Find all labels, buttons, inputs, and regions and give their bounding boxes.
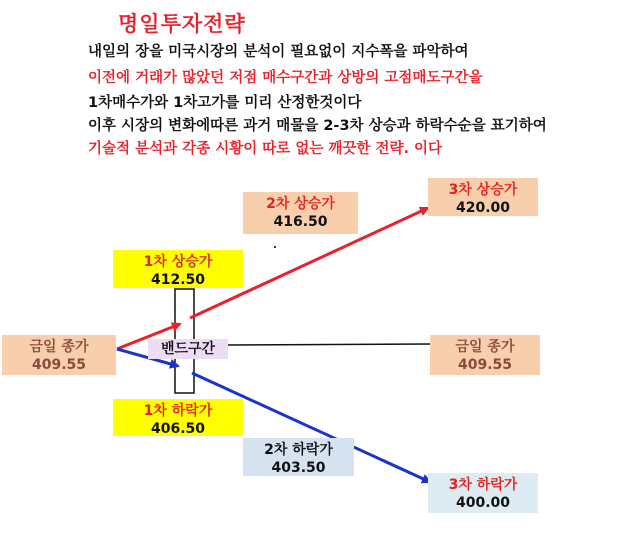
description-line-4: 이후 시장의 변화에따른 과거 매물을 2-3차 상승과 하락수순을 표기하여	[88, 118, 547, 134]
down1-box	[113, 399, 243, 436]
close-right-label: 금일 종가	[455, 339, 515, 355]
close-left-value: 409.55	[31, 357, 87, 373]
up1-value: 412.50	[150, 272, 206, 288]
up2-box	[243, 192, 358, 234]
up2-value: 416.50	[273, 214, 328, 230]
down3-value: 400.00	[455, 495, 511, 511]
close-right-value: 409.55	[457, 357, 513, 373]
up3-label: 3차 상승가	[448, 182, 518, 198]
down2-label: 2차 하락가	[264, 442, 333, 458]
down1-value: 406.50	[150, 421, 206, 437]
up1-label: 1차 상승가	[143, 254, 213, 270]
close-left-box	[2, 335, 116, 375]
down3-label: 3차 하락가	[448, 477, 518, 493]
close-right-box	[430, 335, 540, 375]
up1-box	[113, 250, 243, 288]
up2-label: 2차 상승가	[266, 196, 335, 212]
description-line-5: 기술적 분석과 각종 시황이 따로 없는 깨끗한 전략. 이다	[88, 141, 443, 157]
close-left-label: 금일 종가	[29, 339, 89, 355]
flat-line	[228, 344, 432, 345]
description-line-1: 내일의 장을 미국시장의 분석이 필요없이 지수폭을 파악하여	[88, 44, 469, 60]
down2-box	[243, 438, 354, 476]
description-line-3: 1차매수가와 1차고가를 미리 산정한것이다	[88, 95, 362, 111]
down3-box	[428, 473, 538, 513]
description-line-2: 이전에 거래가 많았던 저점 매수구간과 상방의 고점매도구간을	[88, 70, 483, 86]
band-label: 밴드구간	[148, 339, 228, 359]
page-title: 명일투자전략	[118, 12, 246, 36]
stray-dot	[274, 246, 276, 248]
up3-value: 420.00	[455, 200, 511, 216]
up3-box	[428, 178, 538, 216]
down2-value: 403.50	[271, 460, 326, 476]
down1-label: 1차 하락가	[143, 403, 213, 419]
